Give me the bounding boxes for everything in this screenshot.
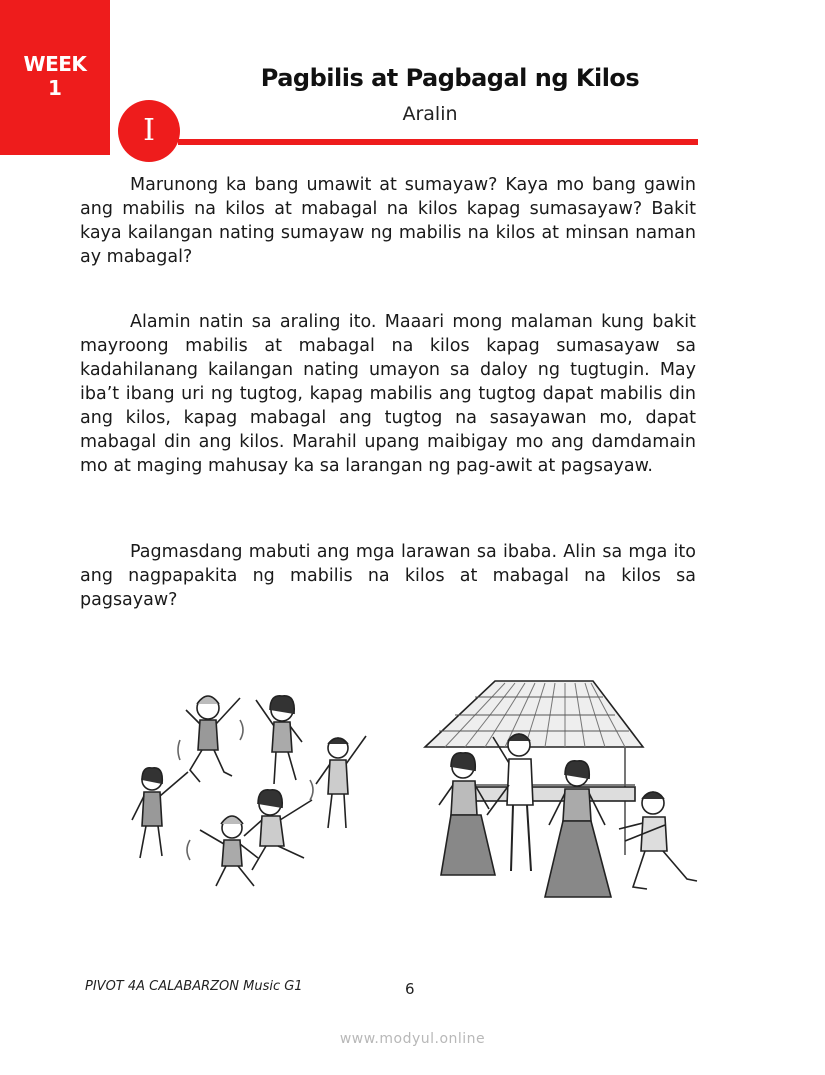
dancer-figure — [132, 768, 188, 858]
dancer-figure — [186, 696, 240, 782]
week-box — [0, 0, 110, 155]
watermark: www.modyul.online — [339, 1031, 486, 1047]
week-number: 1 — [48, 76, 62, 100]
header-divider — [178, 139, 698, 145]
dancer-figure — [439, 753, 495, 875]
dancer-figure — [487, 734, 533, 871]
slow-dance-illustration — [415, 675, 700, 910]
dancer-figure — [316, 736, 366, 828]
fast-dance-illustration — [120, 680, 385, 895]
dancer-figure — [619, 792, 697, 889]
page-number: 6 — [405, 980, 415, 998]
dancer-figure — [200, 816, 258, 886]
dancer-figure — [256, 696, 302, 784]
week-label: WEEK — [23, 52, 87, 76]
paragraph-instruction: Pagmasdang mabuti ang mga larawan sa ibaba. Alin sa mga ito ang nagpapakita ng mabilis na kilos at mabagal na kilos sa pagsayaw? — [80, 542, 696, 610]
paragraph-explanation: Alamin natin sa araling ito. Maaari mong malaman kung bakit mayroong mabilis at mabagal na kilos kapag sumasayaw sa kadahilanang kailangan nating umayon sa daloy ng tugtugin. May iba’t ibang uri ng tugtog, kapag mabilis ang tugtog dapat mabilis din ang kilos, kapag mabagal ang tugtog na sasayawan mo, dapat mabagal din ang kilos. Marahil upang maibigay mo ang damdamain mo at maging mahusay ka sa larangan ng pag-awit at pagsayaw. — [80, 312, 696, 476]
nipa-hut-roof — [425, 681, 643, 747]
paragraph-intro: Marunong ka bang umawit at sumayaw? Kaya mo bang gawin ang mabilis na kilos at mabagal na kilos kapag sumasayaw? Bakit kaya kailangan nating sumayaw ng mabilis na kilos at minsan naman ay mabagal? — [80, 175, 696, 267]
section-badge: I — [118, 100, 180, 162]
footer-source: PIVOT 4A CALABARZON Music G1 — [85, 979, 303, 994]
lesson-title: Pagbilis at Pagbagal ng Kilos — [260, 64, 640, 92]
lesson-subtitle: Aralin — [402, 103, 458, 125]
dancer-figure — [244, 790, 312, 870]
dancer-figure — [545, 761, 611, 897]
